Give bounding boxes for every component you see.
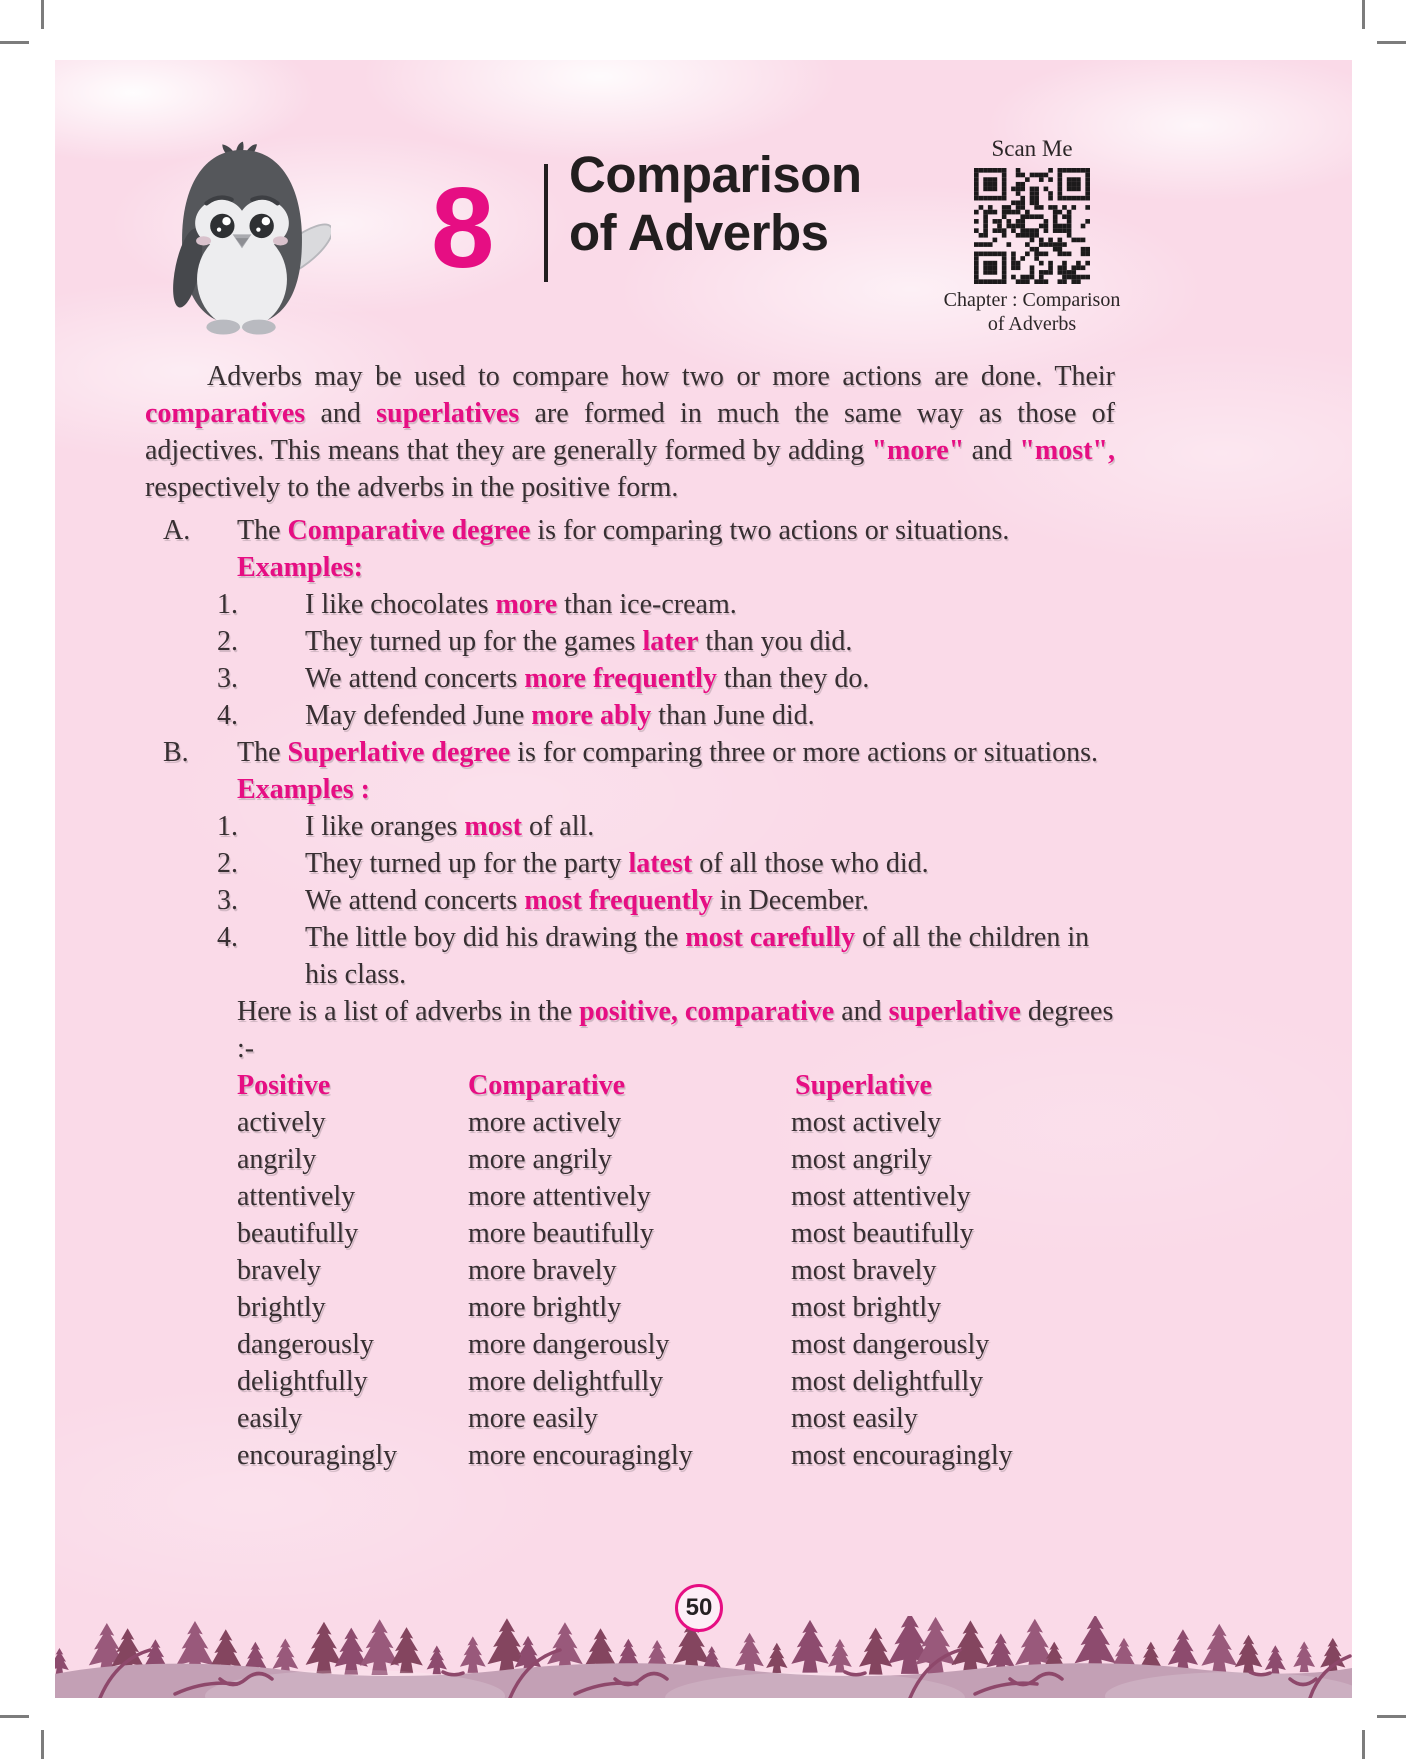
adverb-cell: more encouragingly bbox=[468, 1440, 693, 1471]
qr-block bbox=[942, 136, 1122, 336]
examples-label-row bbox=[145, 549, 1115, 586]
crop-mark-bottom-left-v bbox=[41, 1730, 44, 1759]
page-content bbox=[55, 60, 1352, 1698]
adverb-cell: most angrily bbox=[791, 1144, 932, 1175]
adverb-cell: brightly bbox=[237, 1292, 326, 1323]
scan-me-label: Scan Me bbox=[991, 136, 1073, 161]
example-text: I like oranges most of all. bbox=[305, 811, 595, 842]
adverb-cell: more easily bbox=[468, 1403, 598, 1434]
adverb-cell: most easily bbox=[791, 1403, 918, 1434]
example-number: 4. bbox=[217, 700, 238, 731]
intro-paragraph: Adverbs may be used to compare how two or more actions are done. Their comparatives and superlatives are formed in much the same way as those of adjectives. This means that they are generally formed by adding "more" and "most", respectively to the adverbs in the positive form. bbox=[145, 361, 1115, 503]
column-header-positive: Positive bbox=[237, 1070, 331, 1101]
section-heading: The Superlative degree is for comparing three or more actions or situations. bbox=[237, 737, 1099, 768]
adverb-table-row bbox=[237, 1104, 1115, 1141]
adverb-cell: attentively bbox=[237, 1181, 356, 1212]
adverb-table-row bbox=[237, 1326, 1115, 1363]
examples-label-row bbox=[145, 771, 1115, 808]
examples-label: Examples: bbox=[237, 552, 363, 583]
adverb-cell: more bravely bbox=[468, 1255, 617, 1286]
example-item bbox=[145, 697, 1115, 734]
adverb-cell: delightfully bbox=[237, 1366, 368, 1397]
adverb-cell: easily bbox=[237, 1403, 303, 1434]
adverb-cell: most encouragingly bbox=[791, 1440, 1013, 1471]
page-number-badge bbox=[675, 1584, 723, 1632]
example-number: 1. bbox=[217, 811, 238, 842]
adverb-cell: most bravely bbox=[791, 1255, 937, 1286]
adverb-cell: bravely bbox=[237, 1255, 321, 1286]
crop-mark-bottom-right-v bbox=[1362, 1730, 1365, 1759]
crop-mark-top-right-v bbox=[1362, 0, 1365, 29]
adverb-table-header bbox=[237, 1067, 1115, 1104]
section-marker: A. bbox=[163, 515, 191, 546]
adverb-cell: actively bbox=[237, 1107, 326, 1138]
adverb-table-row bbox=[237, 1363, 1115, 1400]
adverb-cell: encouragingly bbox=[237, 1440, 398, 1471]
adverb-table-row bbox=[237, 1141, 1115, 1178]
example-number: 4. bbox=[217, 922, 238, 953]
adverb-table-row bbox=[237, 1437, 1115, 1474]
adverb-cell: most dangerously bbox=[791, 1329, 990, 1360]
adverb-table-row bbox=[237, 1215, 1115, 1252]
example-item bbox=[145, 623, 1115, 660]
example-number: 2. bbox=[217, 626, 238, 657]
example-item bbox=[145, 882, 1115, 919]
qr-caption: Chapter : Comparison of Adverbs bbox=[943, 289, 1121, 335]
chapter-title-line2: of Adverbs bbox=[569, 204, 829, 261]
page-number: 50 bbox=[685, 1594, 713, 1621]
adverb-cell: more brightly bbox=[468, 1292, 622, 1323]
adverb-cell: more beautifully bbox=[468, 1218, 654, 1249]
adverb-cell: most beautifully bbox=[791, 1218, 974, 1249]
crop-mark-top-right-h bbox=[1377, 41, 1406, 44]
example-number: 2. bbox=[217, 848, 238, 879]
adverb-cell: more attentively bbox=[468, 1181, 651, 1212]
chapter-title-line1: Comparison bbox=[569, 146, 862, 203]
section-a-heading-row bbox=[145, 512, 1115, 549]
example-number: 3. bbox=[217, 885, 238, 916]
adverb-cell: dangerously bbox=[237, 1329, 374, 1360]
adverb-table-row bbox=[237, 1400, 1115, 1437]
example-text: We attend concerts more frequently than they do. bbox=[305, 663, 870, 694]
crop-mark-top-left-h bbox=[0, 41, 29, 44]
adverb-table-row bbox=[237, 1252, 1115, 1289]
example-item bbox=[145, 845, 1115, 882]
example-number: 1. bbox=[217, 589, 238, 620]
example-text: They turned up for the games later than you did. bbox=[305, 626, 853, 657]
example-text: We attend concerts most frequently in December. bbox=[305, 885, 870, 916]
adverb-table-row bbox=[237, 1178, 1115, 1215]
example-item bbox=[145, 919, 1115, 993]
section-b-heading-row bbox=[145, 734, 1115, 771]
adverb-cell: more angrily bbox=[468, 1144, 612, 1175]
title-divider bbox=[544, 164, 548, 282]
adverb-cell: beautifully bbox=[237, 1218, 359, 1249]
body-text bbox=[145, 358, 1115, 1474]
adverb-table bbox=[145, 1067, 1115, 1474]
example-text: I like chocolates more than ice-cream. bbox=[305, 589, 737, 620]
adverb-cell: most attentively bbox=[791, 1181, 971, 1212]
section-heading: The Comparative degree is for comparing two actions or situations. bbox=[237, 515, 1010, 546]
adverb-table-row bbox=[237, 1289, 1115, 1326]
adverb-cell: most brightly bbox=[791, 1292, 942, 1323]
crop-mark-bottom-left-h bbox=[0, 1715, 29, 1718]
example-item bbox=[145, 808, 1115, 845]
crop-mark-top-left-v bbox=[41, 0, 44, 29]
example-number: 3. bbox=[217, 663, 238, 694]
adverb-cell: most delightfully bbox=[791, 1366, 984, 1397]
example-item bbox=[145, 586, 1115, 623]
adverb-table-rows bbox=[237, 1104, 1115, 1474]
crop-mark-bottom-right-h bbox=[1377, 1715, 1406, 1718]
example-item bbox=[145, 660, 1115, 697]
examples-label: Examples : bbox=[237, 774, 370, 805]
column-header-comparative: Comparative bbox=[468, 1070, 626, 1101]
example-text: They turned up for the party latest of all those who did. bbox=[305, 848, 929, 879]
example-text: May defended June more ably than June did. bbox=[305, 700, 815, 731]
adverb-cell: more dangerously bbox=[468, 1329, 670, 1360]
column-header-superlative: Superlative bbox=[795, 1070, 932, 1101]
chapter-title bbox=[569, 146, 862, 262]
qr-code bbox=[974, 168, 1090, 284]
list-intro: Here is a list of adverbs in the positive, comparative and superlative degrees :- bbox=[237, 996, 1114, 1064]
penguin-mascot-icon bbox=[153, 140, 331, 338]
adverb-cell: most actively bbox=[791, 1107, 942, 1138]
adverb-cell: more actively bbox=[468, 1107, 622, 1138]
adverb-cell: angrily bbox=[237, 1144, 317, 1175]
adverb-cell: more delightfully bbox=[468, 1366, 664, 1397]
example-text: The little boy did his drawing the most carefully of all the children in his class. bbox=[305, 922, 1090, 990]
chapter-number: 8 bbox=[431, 165, 495, 292]
section-marker: B. bbox=[163, 737, 189, 768]
